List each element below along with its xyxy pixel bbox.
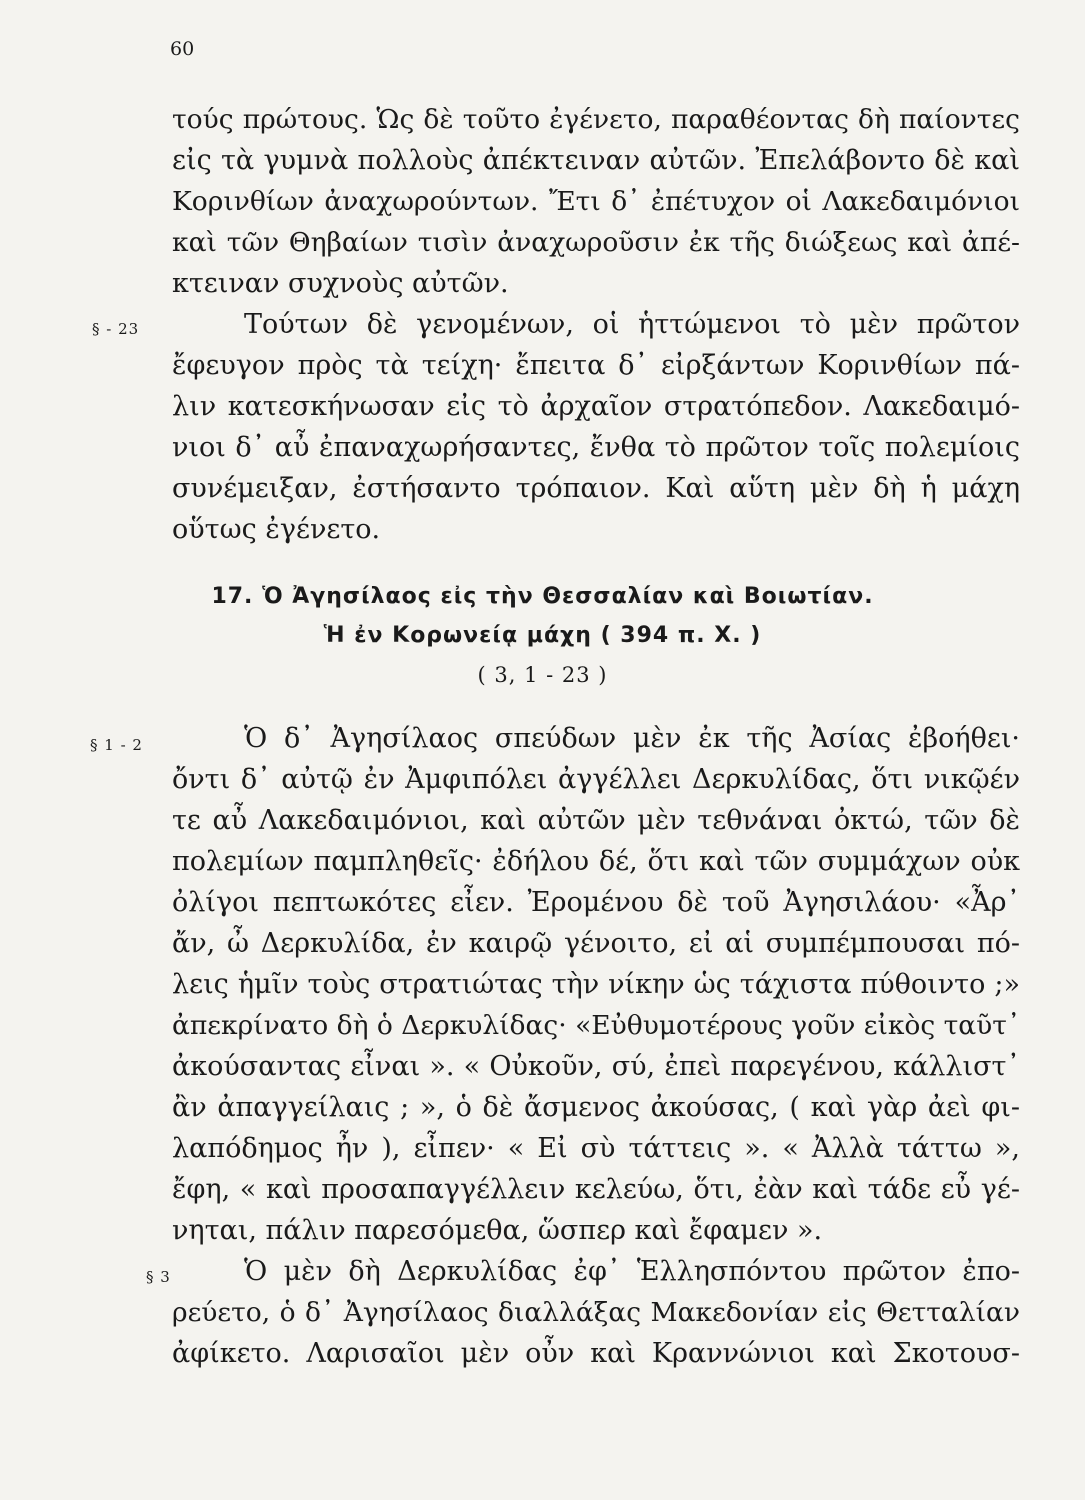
text-line: λιν κατεσκήνωσαν εἰς τὸ ἀρχαῖον στρατόπεδον. Λακεδαιμό- <box>172 391 1020 422</box>
text-line: ὀλίγοι πεπτωκότες εἶεν. Ἐρομένου δὲ τοῦ Ἀγησιλάου· «Ἆρ᾽ <box>172 887 1020 918</box>
text-line: καὶ τῶν Θηβαίων τισὶν ἀναχωροῦσιν ἐκ τῆς διώξεως καὶ ἀπέ- <box>172 227 1020 258</box>
section-marker: § 1 - 2 <box>90 736 143 754</box>
text-line: Ὁ δ᾽ Ἀγησίλαος σπεύδων μὲν ἐκ τῆς Ἀσίας ἐβοήθει· <box>244 723 1020 754</box>
text-line: Κορινθίων ἀναχωρούντων. Ἔτι δ᾽ ἐπέτυχον οἱ Λακεδαιμόνιοι <box>172 186 1020 217</box>
text-line: ἀπεκρίνατο δὴ ὁ Δερκυλίδας· «Εὐθυμοτέρους γοῦν εἰκὸς ταῦτ᾽ <box>172 1010 1021 1041</box>
text-line: ὄντι δ᾽ αὐτῷ ἐν Ἀμφιπόλει ἀγγέλλει Δερκυλίδας, ὅτι νικῷέν <box>172 764 1020 795</box>
text-line: λεις ἡμῖν τοὺς στρατιώτας τὴν νίκην ὡς τάχιστα πύθοιντο ;» <box>172 969 1020 1000</box>
text-line: ἂν ἀπαγγείλαις ; », ὁ δὲ ἄσμενος ἀκούσας, ( καὶ γὰρ ἀεὶ φι- <box>172 1092 1020 1123</box>
chapter-subheading: Ἡ ἐν Κορωνείᾳ μάχη ( 394 π. Χ. ) <box>323 623 762 648</box>
text-line: οὕτως ἐγένετο. <box>172 514 381 545</box>
text-line: πολεμίων παμπληθεῖς· ἐδήλου δέ, ὅτι καὶ τῶν συμμάχων οὐκ <box>172 846 1020 877</box>
text-line: νιοι δ᾽ αὖ ἐπαναχωρήσαντες, ἔνθα τὸ πρῶτον τοῖς πολεμίοις <box>172 432 1020 463</box>
chapter-heading: 17. Ὁ Ἀγησίλαος εἰς τὴν Θεσσαλίαν καὶ Βοιωτίαν. <box>211 584 874 609</box>
section-marker: § 3 <box>146 1268 171 1286</box>
text-line: εἰς τὰ γυμνὰ πολλοὺς ἀπέκτειναν αὐτῶν. Ἐπελάβοντο δὲ καὶ <box>172 145 1020 176</box>
text-line: τούς πρώτους. Ὡς δὲ τοῦτο ἐγένετο, παραθέοντας δὴ παίοντες <box>172 104 1020 135</box>
text-line: Ὁ μὲν δὴ Δερκυλίδας ἐφ᾽ Ἑλλησπόντου πρῶτον ἐπο- <box>244 1256 1020 1287</box>
text-line: ἀκούσαντας εἶναι ». « Οὐκοῦν, σύ, ἐπεὶ παρεγένου, κάλλιστ᾽ <box>172 1051 1020 1082</box>
text-line: κτειναν συχνοὺς αὐτῶν. <box>172 268 509 299</box>
text-line: συνέμειξαν, ἐστήσαντο τρόπαιον. Καὶ αὕτη μὲν δὴ ἡ μάχη <box>172 473 1020 504</box>
section-marker: § - 23 <box>92 320 140 338</box>
text-line: Τούτων δὲ γενομένων, οἱ ἡττώμενοι τὸ μὲν πρῶτον <box>244 309 1020 340</box>
text-line: λαπόδημος ἦν ), εἶπεν· « Εἰ σὺ τάττεις ». « Ἀλλὰ τάττω », <box>172 1133 1020 1164</box>
text-line: ἀφίκετο. Λαρισαῖοι μὲν οὖν καὶ Κραννώνιοι καὶ Σκοτουσ- <box>172 1338 1020 1369</box>
chapter-reference: ( 3, 1 - 23 ) <box>477 663 608 687</box>
page-number: 60 <box>170 38 195 60</box>
text-line: ἄν, ὦ Δερκυλίδα, ἐν καιρῷ γένοιτο, εἰ αἱ συμπέμπουσαι πό- <box>172 928 1020 959</box>
text-line: ἔφη, « καὶ προσαπαγγέλλειν κελεύω, ὅτι, ἐὰν καὶ τάδε εὖ γέ- <box>172 1174 1020 1205</box>
text-line: ἔφευγον πρὸς τὰ τείχη· ἔπειτα δ᾽ εἰρξάντων Κορινθίων πά- <box>172 350 1020 381</box>
text-line: τε αὖ Λακεδαιμόνιοι, καὶ αὐτῶν μὲν τεθνάναι ὀκτώ, τῶν δὲ <box>172 805 1020 836</box>
text-line: νηται, πάλιν παρεσόμεθα, ὥσπερ καὶ ἔφαμεν ». <box>172 1215 823 1246</box>
text-line: ρεύετο, ὁ δ᾽ Ἀγησίλαος διαλλάξας Μακεδονίαν εἰς Θετταλίαν <box>172 1297 1020 1328</box>
